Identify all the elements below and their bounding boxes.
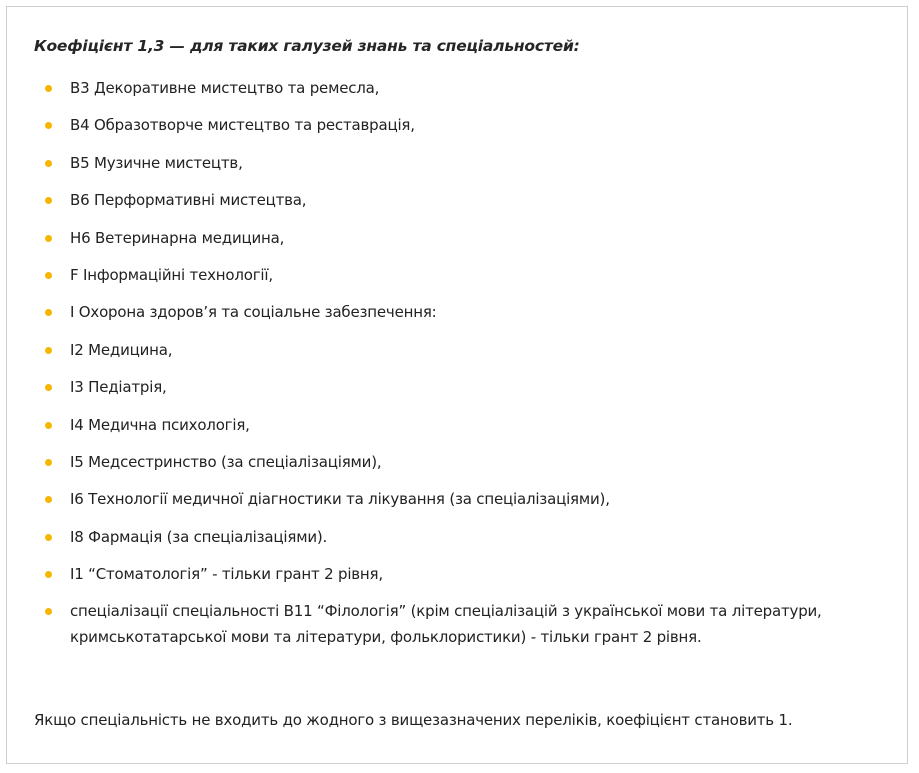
list-item-text: I4 Медична психологія, — [70, 415, 250, 434]
list-item — [7, 561, 887, 587]
list-item — [7, 112, 887, 138]
list-item-text: В4 Образотворче мистецтво та реставрація, — [70, 116, 415, 135]
list-item-text: I8 Фармація (за спеціалізаціями). — [70, 527, 328, 546]
content-card — [6, 6, 908, 764]
bullet-icon — [45, 422, 52, 429]
list-item — [7, 337, 887, 363]
bullet-icon — [45, 197, 52, 204]
list-item-text: I3 Педіатрія, — [70, 378, 167, 397]
list-item-text: В6 Перформативні мистецтва, — [70, 191, 307, 210]
list-item — [7, 598, 887, 650]
list-item — [7, 486, 887, 512]
bullet-icon — [45, 459, 52, 466]
list-item-text: I2 Медицина, — [70, 340, 173, 359]
specialties-list — [7, 75, 887, 662]
list-item — [7, 412, 887, 438]
list-item-text: F Інформаційні технології, — [70, 265, 273, 284]
list-item-text: В3 Декоративне мистецтво та ремесла, — [70, 79, 380, 97]
list-item — [7, 187, 887, 213]
list-item — [7, 449, 887, 475]
bullet-icon — [45, 534, 52, 541]
footer-note: Якщо спеціальність не входить до жодного з вищезазначених переліків, коефіцієнт становить 1. — [34, 711, 793, 729]
list-item — [7, 299, 887, 325]
list-item-text: I6 Технології медичної діагностики та лікування (за спеціалізаціями), — [70, 490, 610, 509]
list-item-text: I1 “Стоматологія” - тільки грант 2 рівня, — [70, 565, 383, 584]
bullet-icon — [45, 160, 52, 167]
bullet-icon — [45, 384, 52, 391]
list-item-text: I5 Медсестринство (за спеціалізаціями), — [70, 452, 382, 471]
bullet-icon — [45, 496, 52, 503]
list-item-text: В5 Музичне мистецтв, — [70, 153, 243, 172]
bullet-icon — [45, 571, 52, 578]
list-item — [7, 75, 887, 101]
list-item — [7, 524, 887, 550]
list-item — [7, 150, 887, 176]
bullet-icon — [45, 122, 52, 129]
bullet-icon — [45, 272, 52, 279]
bullet-icon — [45, 309, 52, 316]
bullet-icon — [45, 235, 52, 242]
bullet-icon — [45, 347, 52, 354]
section-heading: Коефіцієнт 1,3 — для таких галузей знань та спеціальностей: — [34, 37, 580, 55]
list-item — [7, 374, 887, 400]
list-item-text: I Охорона здоров’я та соціальне забезпечення: — [70, 303, 437, 322]
bullet-icon — [45, 85, 52, 92]
list-item — [7, 262, 887, 288]
list-item — [7, 225, 887, 251]
list-item-text: спеціалізації спеціальності В11 “Філологія” (крім спеціалізацій з української мови та літератури, кримськотатарської мови та літератури, фольклористики) - тільки грант 2 рівня. — [70, 602, 822, 647]
list-item-text: Н6 Ветеринарна медицина, — [70, 228, 285, 247]
bullet-icon — [45, 608, 52, 615]
